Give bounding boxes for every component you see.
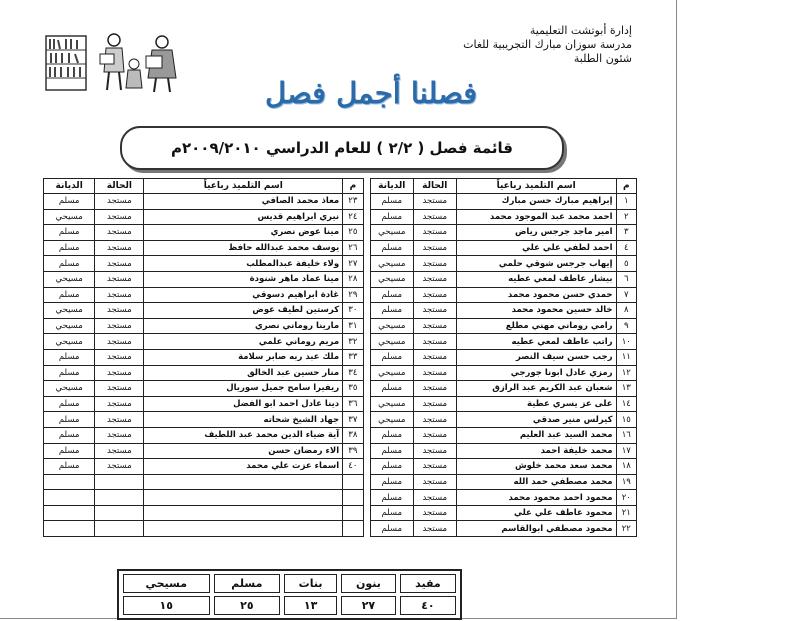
left-student-status: مستجد <box>95 209 144 225</box>
right-student-status: مستجد <box>413 521 456 537</box>
right-student-religion: مسلم <box>370 287 413 303</box>
left-student-name <box>144 474 343 490</box>
left-student-religion: مسلم <box>44 194 95 210</box>
summary-value-muslim: ٢٥ <box>214 596 281 615</box>
left-student-status: مستجد <box>95 287 144 303</box>
column-gap <box>363 365 370 381</box>
right-student-religion: مسيحي <box>370 271 413 287</box>
left-student-num <box>343 521 363 537</box>
right-student-num: ٧ <box>616 287 636 303</box>
table-row <box>44 505 637 521</box>
right-student-religion: مسلم <box>370 381 413 397</box>
summary-value-girls: ١٣ <box>284 596 337 615</box>
left-student-religion: مسلم <box>44 256 95 272</box>
column-gap <box>363 287 370 303</box>
left-student-status: مستجد <box>95 349 144 365</box>
table-row <box>44 334 637 350</box>
table-row <box>44 365 637 381</box>
left-student-status: مستجد <box>95 303 144 319</box>
header-line-department: شئون الطلبة <box>573 52 632 65</box>
right-student-religion: مسيحي <box>370 365 413 381</box>
table-row <box>44 271 637 287</box>
left-student-name: مريم روماني علمي <box>144 334 343 350</box>
col-header-name: اسم التلميذ رباعياً <box>144 179 343 194</box>
left-student-status: مستجد <box>95 443 144 459</box>
right-student-num: ١٩ <box>616 474 636 490</box>
left-student-name: ريفيرا سامح جميل سوريال <box>144 381 343 397</box>
left-student-name: دينا عادل احمد ابو الفضل <box>144 396 343 412</box>
column-gap <box>363 459 370 475</box>
right-student-religion: مسلم <box>370 303 413 319</box>
left-student-num: ٢٧ <box>343 256 363 272</box>
table-row <box>44 209 637 225</box>
right-student-name: إيهاب جرجس شوقي حلمي <box>456 256 616 272</box>
left-student-status <box>95 505 144 521</box>
column-gap <box>363 271 370 287</box>
right-student-religion: مسلم <box>370 240 413 256</box>
left-student-status: مستجد <box>95 194 144 210</box>
left-student-num: ٢٤ <box>343 209 363 225</box>
right-student-num: ١٦ <box>616 427 636 443</box>
table-row <box>44 287 637 303</box>
column-gap <box>363 334 370 350</box>
left-student-status: مستجد <box>95 240 144 256</box>
right-student-num: ٩ <box>616 318 636 334</box>
right-student-status: مستجد <box>413 443 456 459</box>
left-student-religion: مسيحي <box>44 318 95 334</box>
right-student-num: ١٣ <box>616 381 636 397</box>
column-gap <box>363 194 370 210</box>
left-student-religion: مسلم <box>44 427 95 443</box>
left-student-num <box>343 490 363 506</box>
right-student-name: رمزي عادل ابونا جورجي <box>456 365 616 381</box>
left-student-num: ٣٢ <box>343 334 363 350</box>
column-gap <box>363 427 370 443</box>
right-student-religion: مسلم <box>370 490 413 506</box>
table-row <box>44 427 637 443</box>
col-header-name: اسم التلميذ رباعياً <box>456 179 616 194</box>
left-student-religion: مسلم <box>44 396 95 412</box>
left-student-religion <box>44 490 95 506</box>
summary-value-enrolled: ٤٠ <box>400 596 456 615</box>
left-student-religion: مسيحي <box>44 209 95 225</box>
column-gap <box>363 490 370 506</box>
left-student-status: مستجد <box>95 271 144 287</box>
left-student-status: مستجد <box>95 459 144 475</box>
left-student-status: مستجد <box>95 256 144 272</box>
right-student-status: مستجد <box>413 505 456 521</box>
right-student-religion: مسلم <box>370 427 413 443</box>
summary-value-boys: ٢٧ <box>341 596 396 615</box>
right-student-name: إبراهيم مبارك حسن مبارك <box>456 194 616 210</box>
left-student-num: ٣٣ <box>343 349 363 365</box>
column-gap <box>363 521 370 537</box>
right-student-num: ١٤ <box>616 396 636 412</box>
left-student-status: مستجد <box>95 334 144 350</box>
right-student-num: ١٥ <box>616 412 636 428</box>
right-student-num: ٢ <box>616 209 636 225</box>
left-student-name <box>144 521 343 537</box>
right-student-religion: مسلم <box>370 209 413 225</box>
left-student-religion: مسلم <box>44 349 95 365</box>
right-student-num: ١٠ <box>616 334 636 350</box>
left-student-name: ولاء خليفة عبدالمطلب <box>144 256 343 272</box>
left-student-num <box>343 505 363 521</box>
right-student-status: مستجد <box>413 318 456 334</box>
right-student-religion: مسلم <box>370 349 413 365</box>
left-student-num: ٣٧ <box>343 412 363 428</box>
column-gap <box>363 412 370 428</box>
right-student-status: مستجد <box>413 194 456 210</box>
right-student-name: محمد مصطفي حمد الله <box>456 474 616 490</box>
col-header-religion: الديانة <box>370 179 413 194</box>
left-student-religion: مسيحي <box>44 381 95 397</box>
class-slogan-banner: فصلنا أجمل فصل <box>265 76 478 110</box>
right-student-status: مستجد <box>413 396 456 412</box>
left-student-name <box>144 490 343 506</box>
right-student-religion: مسيحي <box>370 396 413 412</box>
right-student-status: مستجد <box>413 459 456 475</box>
left-student-num: ٣٦ <box>343 396 363 412</box>
right-student-status: مستجد <box>413 412 456 428</box>
summary-label-enrolled: مقيد <box>400 574 456 593</box>
right-student-name: شعبان عبد الكريم عبد الرازق <box>456 381 616 397</box>
right-student-religion: مسلم <box>370 443 413 459</box>
right-student-religion: مسيحي <box>370 334 413 350</box>
col-header-status: الحالة <box>413 179 456 194</box>
left-student-religion: مسلم <box>44 443 95 459</box>
right-student-religion: مسيحي <box>370 256 413 272</box>
right-student-name: محمد خليفة احمد <box>456 443 616 459</box>
right-student-num: ٢١ <box>616 505 636 521</box>
right-student-name: محمد سعد محمد خلوش <box>456 459 616 475</box>
left-student-num: ٢٩ <box>343 287 363 303</box>
left-student-name: ملك عبد ربه صابر سلامة <box>144 349 343 365</box>
right-student-status: مستجد <box>413 490 456 506</box>
right-student-status: مستجد <box>413 365 456 381</box>
left-student-name <box>144 505 343 521</box>
right-student-name: خالد حسين محمود محمد <box>456 303 616 319</box>
left-student-num: ٣٥ <box>343 381 363 397</box>
right-student-name: حمدي حسن محمود محمد <box>456 287 616 303</box>
left-student-num: ٣٩ <box>343 443 363 459</box>
column-gap <box>363 474 370 490</box>
right-student-religion: مسلم <box>370 505 413 521</box>
right-student-status: مستجد <box>413 240 456 256</box>
right-student-num: ٦ <box>616 271 636 287</box>
right-student-num: ٥ <box>616 256 636 272</box>
right-student-num: ١١ <box>616 349 636 365</box>
column-gap <box>363 505 370 521</box>
table-row <box>44 443 637 459</box>
left-student-status <box>95 521 144 537</box>
left-student-religion: مسلم <box>44 225 95 241</box>
right-student-num: ١٢ <box>616 365 636 381</box>
right-student-name: رامي روماني مهني مطلع <box>456 318 616 334</box>
right-student-num: ٨ <box>616 303 636 319</box>
left-student-name: نيري ابراهيم قديس <box>144 209 343 225</box>
right-student-status: مستجد <box>413 334 456 350</box>
col-header-num: م <box>616 179 636 194</box>
header-line-directorate: إدارة أبوتشت التعليمية <box>529 24 632 37</box>
left-student-status: مستجد <box>95 412 144 428</box>
left-student-status: مستجد <box>95 365 144 381</box>
class-roster-table <box>43 178 637 537</box>
left-student-religion: مسلم <box>44 365 95 381</box>
left-student-status: مستجد <box>95 318 144 334</box>
column-gap <box>363 381 370 397</box>
summary-label-muslim: مسلم <box>214 574 281 593</box>
left-student-num: ٣٠ <box>343 303 363 319</box>
left-student-num: ٤٠ <box>343 459 363 475</box>
header-line-school: مدرسة سوزان مبارك التجريبية للغات <box>463 38 632 51</box>
left-student-name: كرستين لطيف عوض <box>144 303 343 319</box>
left-student-name: مينا عماد ماهر شنودة <box>144 271 343 287</box>
right-student-num: ٢٠ <box>616 490 636 506</box>
right-student-name: امير ماجد جرجس رياض <box>456 225 616 241</box>
right-student-status: مستجد <box>413 349 456 365</box>
table-row <box>44 318 637 334</box>
right-student-religion: مسيحي <box>370 225 413 241</box>
right-student-num: ٤ <box>616 240 636 256</box>
right-student-num: ١٧ <box>616 443 636 459</box>
left-student-num: ٢٨ <box>343 271 363 287</box>
table-row <box>44 459 637 475</box>
table-row <box>44 194 637 210</box>
right-student-status: مستجد <box>413 287 456 303</box>
left-student-num: ٣٨ <box>343 427 363 443</box>
left-student-name: الاء رمضان حسن <box>144 443 343 459</box>
column-gap <box>363 256 370 272</box>
left-student-name: غادة ابراهيم دسوقي <box>144 287 343 303</box>
left-student-name: يوسف محمد عبدالله حافظ <box>144 240 343 256</box>
table-row <box>44 256 637 272</box>
right-student-status: مستجد <box>413 209 456 225</box>
left-student-num: ٢٦ <box>343 240 363 256</box>
left-student-name: جهاد الشيخ شحاته <box>144 412 343 428</box>
left-student-religion <box>44 474 95 490</box>
left-student-religion: مسلم <box>44 459 95 475</box>
left-student-name: آية ضياء الدين محمد عبد اللطيف <box>144 427 343 443</box>
table-row <box>44 381 637 397</box>
left-student-religion: مسيحي <box>44 334 95 350</box>
right-student-name: كيرلس منير صدقي <box>456 412 616 428</box>
table-row <box>44 349 637 365</box>
left-student-religion: مسيحي <box>44 303 95 319</box>
left-student-name: مينا عوض نصري <box>144 225 343 241</box>
table-row <box>44 240 637 256</box>
right-student-religion: مسلم <box>370 521 413 537</box>
summary-label-christian: مسيحي <box>123 574 210 593</box>
left-student-name: مارينا روماني نصري <box>144 318 343 334</box>
left-student-num: ٣٤ <box>343 365 363 381</box>
right-student-status: مستجد <box>413 474 456 490</box>
right-student-status: مستجد <box>413 381 456 397</box>
right-student-status: مستجد <box>413 303 456 319</box>
left-student-status <box>95 490 144 506</box>
class-summary-table <box>117 569 462 620</box>
school-header <box>463 24 632 66</box>
right-student-name: بيشار عاطف لمعي عطيه <box>456 271 616 287</box>
right-student-num: ٢٢ <box>616 521 636 537</box>
column-gap <box>363 225 370 241</box>
right-student-name: احمد لطفي علي علي <box>456 240 616 256</box>
summary-value-christian: ١٥ <box>123 596 210 615</box>
left-student-religion: مسيحي <box>44 271 95 287</box>
summary-label-girls: بنات <box>284 574 337 593</box>
right-student-religion: مسلم <box>370 194 413 210</box>
right-student-religion: مسيحي <box>370 412 413 428</box>
roster-header-row <box>44 179 637 194</box>
class-list-title: قائمة فصل ( ٢/٢ ) للعام الدراسي ٢٠٠٩/٢٠١٠م <box>120 126 564 170</box>
table-row <box>44 521 637 537</box>
column-gap <box>363 443 370 459</box>
right-student-name: محمود احمد محمود محمد <box>456 490 616 506</box>
right-student-name: على عز يسري عطية <box>456 396 616 412</box>
left-student-status: مستجد <box>95 381 144 397</box>
left-student-name: معاذ محمد الصافي <box>144 194 343 210</box>
summary-values-row <box>123 596 456 615</box>
right-student-num: ١٨ <box>616 459 636 475</box>
table-row <box>44 490 637 506</box>
left-student-status: مستجد <box>95 396 144 412</box>
left-student-religion: مسلم <box>44 412 95 428</box>
col-header-religion: الديانة <box>44 179 95 194</box>
left-student-name: منار حسين عبد الخالق <box>144 365 343 381</box>
left-student-status: مستجد <box>95 225 144 241</box>
left-student-status: مستجد <box>95 427 144 443</box>
summary-label-boys: بنون <box>341 574 396 593</box>
right-student-name: راتب عاطف لمعي عطيه <box>456 334 616 350</box>
left-student-num: ٢٥ <box>343 225 363 241</box>
column-gap <box>363 179 370 194</box>
left-student-religion: مسلم <box>44 287 95 303</box>
left-student-num: ٣١ <box>343 318 363 334</box>
col-header-status: الحالة <box>95 179 144 194</box>
right-student-religion: مسلم <box>370 459 413 475</box>
left-student-num <box>343 474 363 490</box>
table-row <box>44 225 637 241</box>
table-row <box>44 412 637 428</box>
table-row <box>44 303 637 319</box>
right-student-status: مستجد <box>413 225 456 241</box>
left-student-religion: مسلم <box>44 240 95 256</box>
right-student-num: ١ <box>616 194 636 210</box>
right-student-name: محمد السيد عبد العليم <box>456 427 616 443</box>
left-student-religion <box>44 521 95 537</box>
column-gap <box>363 240 370 256</box>
left-student-religion <box>44 505 95 521</box>
table-row <box>44 396 637 412</box>
right-student-name: احمد محمد عبد الموجود محمد <box>456 209 616 225</box>
right-student-name: محمود مصطفي ابوالقاسم <box>456 521 616 537</box>
students-library-illustration <box>44 30 188 94</box>
right-student-status: مستجد <box>413 427 456 443</box>
column-gap <box>363 396 370 412</box>
roster-body <box>44 194 637 537</box>
right-student-status: مستجد <box>413 271 456 287</box>
column-gap <box>363 318 370 334</box>
right-student-name: رجب حسن سيف النصر <box>456 349 616 365</box>
summary-labels-row <box>123 574 456 593</box>
column-gap <box>363 349 370 365</box>
col-header-num: م <box>343 179 363 194</box>
right-student-num: ٣ <box>616 225 636 241</box>
right-student-status: مستجد <box>413 256 456 272</box>
right-student-name: محمود عاطف علي علي <box>456 505 616 521</box>
left-student-name: اسماء عزت علي محمد <box>144 459 343 475</box>
table-row <box>44 474 637 490</box>
right-student-religion: مسلم <box>370 474 413 490</box>
left-student-num: ٢٣ <box>343 194 363 210</box>
column-gap <box>363 303 370 319</box>
column-gap <box>363 209 370 225</box>
left-student-status <box>95 474 144 490</box>
right-student-religion: مسيحي <box>370 318 413 334</box>
